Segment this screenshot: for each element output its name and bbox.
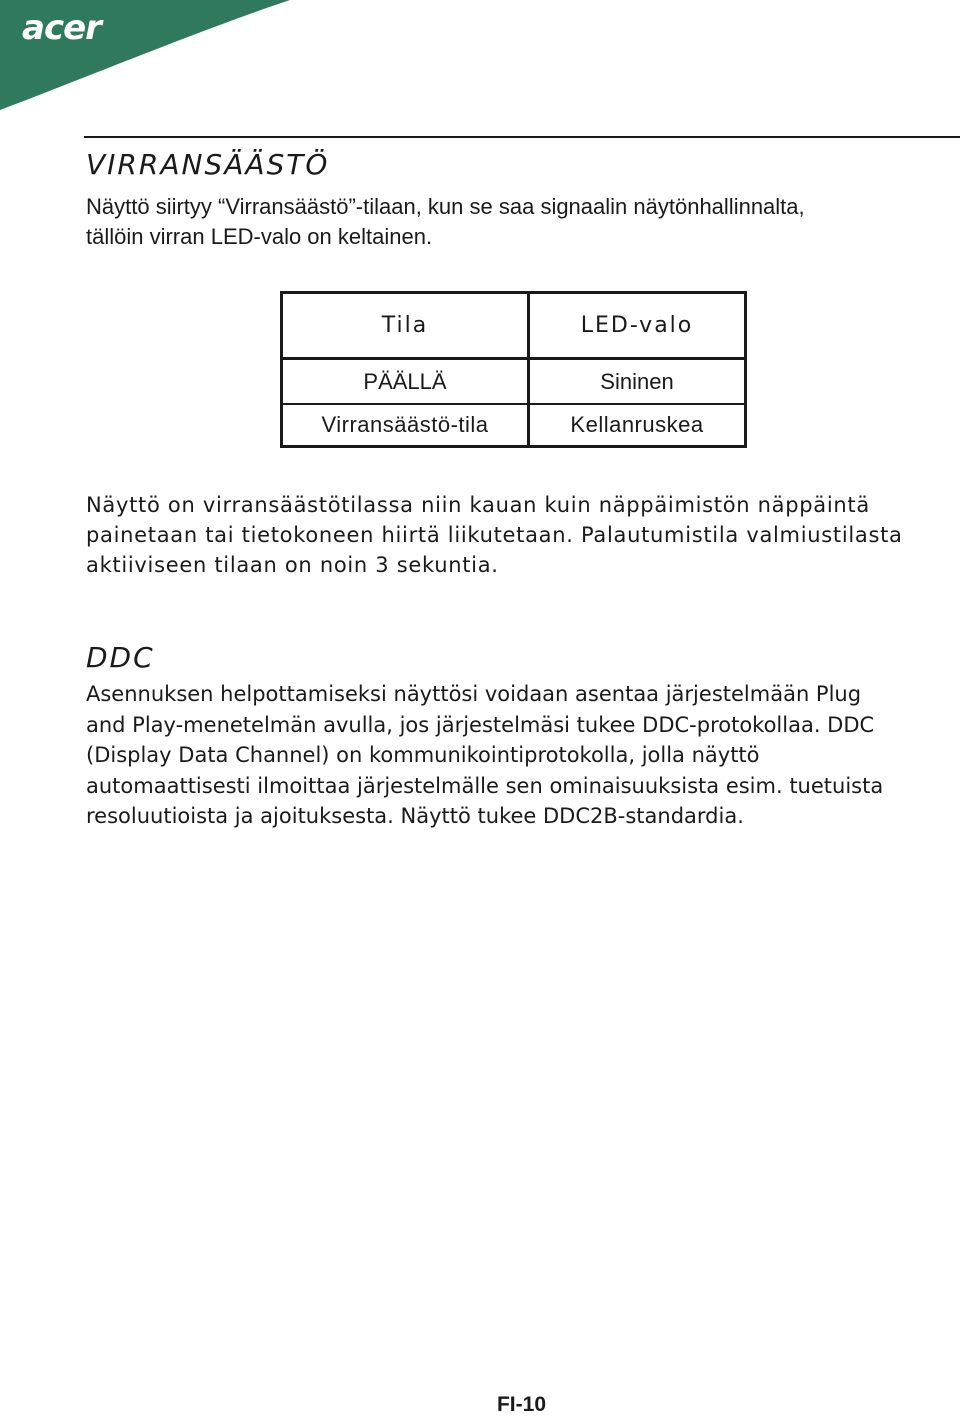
acer-logo-text: acer: [22, 8, 101, 48]
ddc-line-2: and Play-menetelmän avulla, jos järjestelmäsi tukee DDC-protokollaa. DDC: [86, 712, 875, 737]
page-number: FI-10: [496, 1393, 546, 1416]
table-header-row: [282, 293, 746, 359]
description-line-2: painetaan tai tietokoneen hiirtä liikutetaan. Palautumistila valmiustilasta: [86, 523, 903, 547]
ddc-description: [86, 679, 960, 832]
ddc-line-5: resoluutioista ja ajoituksesta. Näyttö tukee DDC2B-standardia.: [86, 804, 744, 828]
intro-line-1: Näyttö siirtyy “Virransäästö”-tilaan, kun se saa signaalin näytönhallinnalta,: [86, 194, 805, 219]
section-title-ddc: DDC: [86, 641, 155, 674]
led-status-table: [280, 291, 747, 448]
table-header-state: Tila: [282, 293, 529, 359]
table-cell-state: Virransäästö-tila: [282, 404, 529, 447]
description-line-1: Näyttö on virransäästötilassa niin kauan kuin näppäimistön näppäintä: [86, 493, 870, 517]
ddc-line-4: automaattisesti ilmoittaa järjestelmälle sen ominaisuuksista esim. tuetuista: [86, 773, 884, 798]
table-cell-led: Sininen: [529, 359, 746, 405]
power-saving-intro: [86, 192, 960, 252]
acer-header-banner: [0, 0, 300, 120]
power-saving-description: [86, 490, 960, 580]
ddc-line-1: Asennuksen helpottamiseksi näyttösi voidaan asentaa järjestelmään Plug: [86, 682, 862, 706]
table-cell-state: PÄÄLLÄ: [282, 359, 529, 405]
ddc-line-3: (Display Data Channel) on kommunikointiprotokolla, jolla näyttö: [86, 743, 760, 767]
intro-line-2: tällöin virran LED-valo on keltainen.: [86, 224, 433, 249]
header-divider: [84, 136, 960, 138]
table-cell-led: Kellanruskea: [570, 412, 704, 437]
table-row: [282, 404, 746, 447]
description-line-3: aktiiviseen tilaan on noin 3 sekuntia.: [86, 553, 499, 577]
section-title-power-saving: VIRRANSÄÄSTÖ: [86, 148, 330, 181]
table-header-led: LED-valo: [529, 293, 746, 359]
table-row: [282, 359, 746, 405]
